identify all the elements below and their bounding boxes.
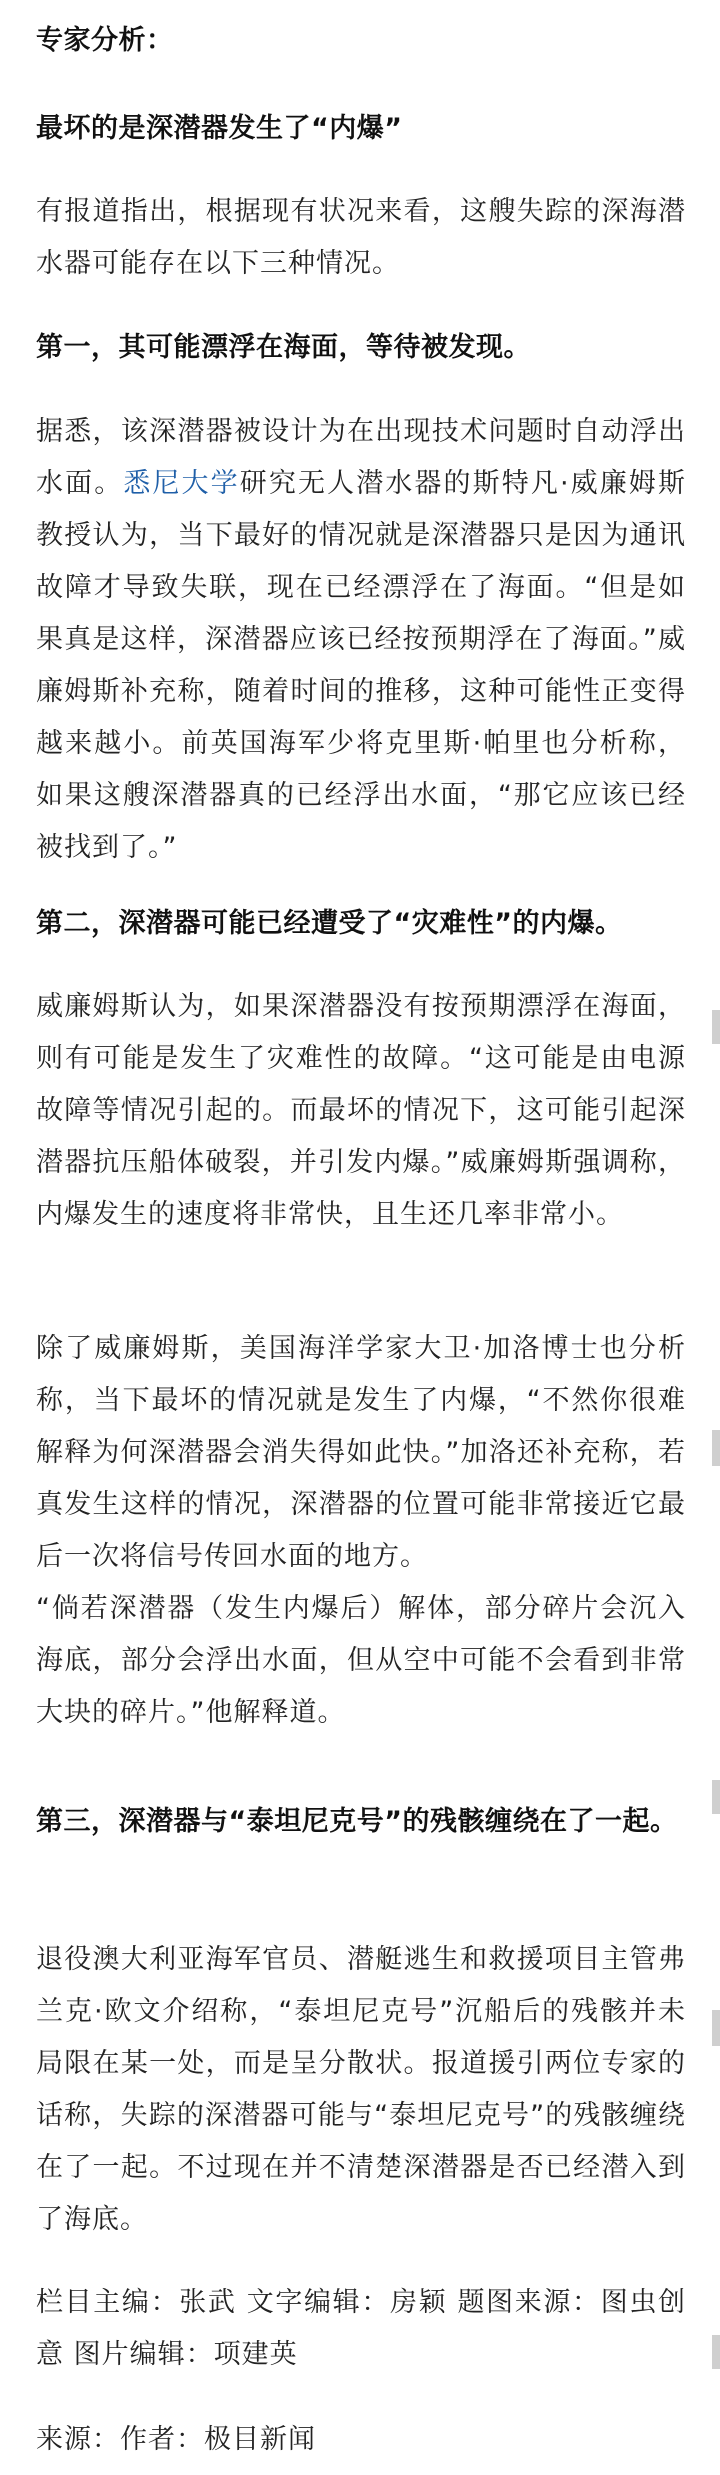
scroll-marker bbox=[712, 2335, 720, 2369]
p1-text-rest: 研究无人潜水器的斯特凡·威廉姆斯教授认为，当下最好的情况就是深潜器只是因为通讯故障才导致失联，现在已经漂浮在了海面。“但是如果真是这样，深潜器应该已经按预期浮在了海面。”威廉姆斯补充称，随着时间的推移，这种可能性正变得越来越小。前英国海军少将克里斯·帕里也分析称，如果这艘深潜器真的已经浮出水面，“那它应该已经被找到了。” bbox=[36, 468, 686, 863]
p2-text: 威廉姆斯认为，如果深潜器没有按预期漂浮在海面，则有可能是发生了灾难性的故障。“这可能是由电源故障等情况引起的。而最坏的情况下，这可能引起深潜器抗压船体破裂，并引发内爆。”威廉姆斯强调称，内爆发生的速度将非常快，且生还几率非常小。 bbox=[36, 991, 686, 1230]
scroll-marker bbox=[712, 1430, 720, 1466]
heading-third-scenario: 第三，深潜器与“泰坦尼克号”的残骸缠绕在了一起。 bbox=[36, 1806, 678, 1837]
p5-text: 退役澳大利亚海军官员、潜艇逃生和救援项目主管弗兰克·欧文介绍称，“泰坦尼克号”沉船后的残骸并未局限在某一处，而是呈分散状。报道援引两位专家的话称，失踪的深潜器可能与“泰坦尼克号”的残骸缠绕在了一起。不过现在并不清楚深潜器是否已经潜入到了海底。 bbox=[36, 1944, 686, 2235]
p3-text: 除了威廉姆斯，美国海洋学家大卫·加洛博士也分析称，当下最坏的情况就是发生了内爆，“不然你很难解释为何深潜器会消失得如此快。”加洛还补充称，若真发生这样的情况，深潜器的位置可能非常接近它最后一次将信号传回水面的地方。 bbox=[36, 1333, 686, 1572]
scroll-marker bbox=[712, 2010, 720, 2046]
heading-second-scenario: 第二，深潜器可能已经遭受了“灾难性”的内爆。 bbox=[36, 908, 623, 939]
heading-worst-case: 最坏的是深潜器发生了“内爆” bbox=[36, 113, 403, 144]
p1-text-start: 据悉，该深潜器被设计为在出现技术问题时自动浮出水面。 bbox=[36, 416, 686, 499]
heading-first-scenario: 第一，其可能漂浮在海面，等待被发现。 bbox=[36, 332, 531, 363]
scroll-marker bbox=[712, 1010, 720, 1044]
expert-analysis-label: 专家分析： bbox=[36, 25, 174, 56]
paragraph-debris-quote bbox=[36, 1583, 686, 1739]
sydney-university-link[interactable]: 悉尼大学 bbox=[123, 468, 240, 499]
intro-text: 有报道指出，根据现有状况来看，这艘失踪的深海潜水器可能存在以下三种情况。 bbox=[36, 196, 686, 279]
credits-paragraph bbox=[36, 2277, 686, 2381]
scroll-marker bbox=[712, 1780, 720, 1814]
credits-text: 栏目主编：张武 文字编辑：房颖 题图来源：图虫创意 图片编辑：项建英 bbox=[36, 2287, 686, 2370]
source-line bbox=[36, 2414, 686, 2466]
intro-paragraph bbox=[36, 186, 686, 290]
paragraph-titanic-wreck bbox=[36, 1934, 686, 2246]
paragraph-gallo bbox=[36, 1323, 686, 1583]
paragraph-first-scenario bbox=[36, 406, 686, 874]
paragraph-williams-implosion bbox=[36, 981, 686, 1241]
p4-text: “倘若深潜器（发生内爆后）解体，部分碎片会沉入海底，部分会浮出水面，但从空中可能不会看到非常大块的碎片。”他解释道。 bbox=[36, 1593, 686, 1728]
source-text: 来源：作者：极目新闻 bbox=[36, 2424, 316, 2455]
